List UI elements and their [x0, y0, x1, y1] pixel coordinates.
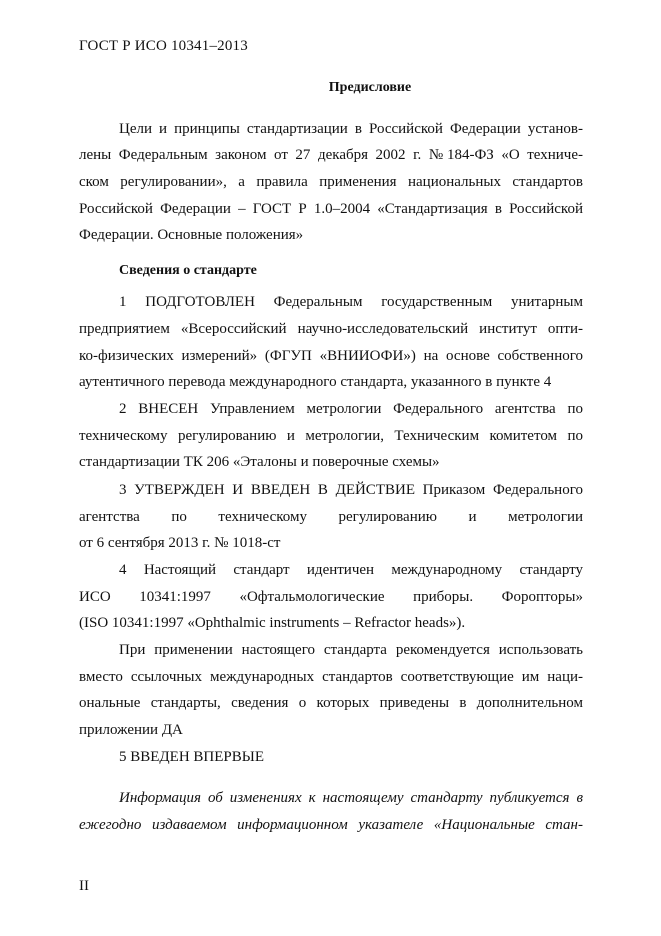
item-1-line: 1 ПОДГОТОВЛЕН Федеральным государственным унитарным [119, 294, 583, 310]
item-4-note-line: При применении настоящего стандарта рекомендуется использовать [119, 642, 583, 658]
item-1-line: предприятием «Всероссийский научно-исследовательский институт опти- [79, 321, 583, 337]
item-4-line: ИСО 10341:1997 «Офтальмологические приборы. Форопторы» [79, 589, 583, 605]
item-5-line: 5 ВВЕДЕН ВПЕРВЫЕ [119, 749, 264, 765]
item-4-line: (ISO 10341:1997 «Ophthalmic instruments – Refractor heads»). [79, 615, 466, 631]
item-4-note-line: приложении ДА [79, 722, 183, 738]
item-2-line: стандартизации ТК 206 «Эталоны и поверочные схемы» [79, 454, 440, 470]
foreword-line: Цели и принципы стандартизации в Российской Федерации установ- [119, 121, 583, 137]
foreword-line: Российской Федерации – ГОСТ Р 1.0–2004 «Стандартизация в Российской [79, 201, 583, 217]
info-line: Информация об изменениях к настоящему стандарту публикуется в [119, 790, 583, 806]
item-1-line: ко-физических измерений» (ФГУП «ВНИИОФИ») на основе собственного [79, 348, 583, 364]
item-4-note-line: вместо ссылочных международных стандартов соответствующие им наци- [79, 669, 583, 685]
item-2-line: техническому регулированию и метрологии, Техническим комитетом по [79, 428, 583, 444]
document-header: ГОСТ Р ИСО 10341–2013 [79, 38, 248, 54]
foreword-line: лены Федеральным законом от 27 декабря 2002 г. №184-ФЗ «О техниче- [79, 147, 583, 163]
item-4-line: 4 Настоящий стандарт идентичен международному стандарту [119, 562, 583, 578]
page-number: II [79, 878, 89, 894]
foreword-line: ском регулировании», а правила применения национальных стандартов [79, 174, 583, 190]
item-3-line: 3 УТВЕРЖДЕН И ВВЕДЕН В ДЕЙСТВИЕ Приказом Федерального [119, 482, 583, 498]
item-1-line: аутентичного перевода международного стандарта, указанного в пункте 4 [79, 374, 552, 390]
item-3-line: от 6 сентября 2013 г. № 1018-ст [79, 535, 281, 551]
section-title: Сведения о стандарте [119, 263, 257, 278]
page-title: Предисловие [328, 80, 412, 95]
info-line: ежегодно издаваемом информационном указателе «Национальные стан- [79, 817, 583, 833]
foreword-line: Федерации. Основные положения» [79, 227, 304, 243]
item-2-line: 2 ВНЕСЕН Управлением метрологии Федерального агентства по [119, 401, 583, 417]
item-4-note-line: ональные стандарты, сведения о которых приведены в дополнительном [79, 695, 583, 711]
item-3-line: агентства по техническому регулированию и метрологии [79, 509, 583, 525]
